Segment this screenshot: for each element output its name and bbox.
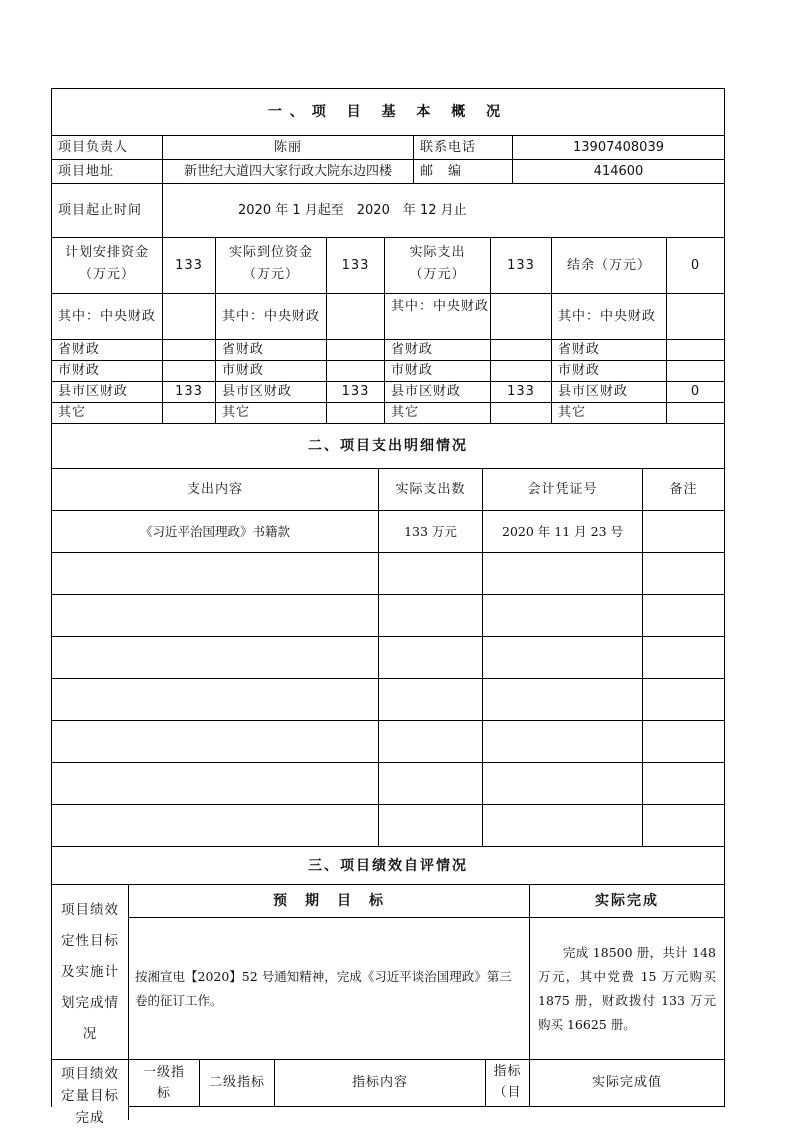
- empty-cell: [52, 637, 379, 679]
- section3-title: 三、项目绩效自评情况: [52, 847, 724, 885]
- period-value: 2020 年 1 月起至 2020 年 12 月止: [163, 184, 724, 238]
- empty-cell: [379, 679, 483, 721]
- empty-cell: [483, 553, 643, 595]
- source-label-d: 县市区财政: [552, 382, 667, 403]
- column-header-amount: 实际支出数: [379, 469, 483, 511]
- empty-cell: [483, 763, 643, 805]
- empty-cell: [483, 679, 643, 721]
- empty-cell: [52, 763, 379, 805]
- source-value-d: [667, 294, 724, 340]
- source-value-d: 0: [667, 382, 724, 403]
- source-value-c: 133: [491, 382, 552, 403]
- project-evaluation-form: [51, 88, 725, 1126]
- level2-indicator-header: 二级指标: [200, 1060, 275, 1107]
- period-label: 项目起止时间: [52, 184, 163, 238]
- source-value-d: [667, 340, 724, 361]
- empty-cell: [52, 553, 379, 595]
- planned-funds-label-line1: 计划安排资金: [64, 245, 149, 260]
- spent-funds-label: [385, 238, 491, 294]
- source-value-b: [327, 340, 385, 361]
- source-label-a: 省财政: [52, 340, 163, 361]
- section2-title: 二、项目支出明细情况: [52, 424, 724, 469]
- empty-cell: [643, 763, 724, 805]
- source-value-a: [163, 294, 216, 340]
- source-label-c: 其它: [385, 403, 491, 424]
- source-value-a: [163, 403, 216, 424]
- actual-value-header: 实际完成值: [530, 1060, 724, 1107]
- source-label-a: 市财政: [52, 361, 163, 382]
- balance-label: 结余（万元）: [552, 238, 667, 294]
- source-label-b: 市财政: [216, 361, 327, 382]
- empty-cell: [483, 595, 643, 637]
- postcode-label: 邮 编: [414, 160, 513, 184]
- actual-completion-text: 完成 18500 册，共计 148 万元，其中党费 15 万元购买 1875 册，财政拨付 133 万元购买 16625 册。: [530, 918, 724, 1060]
- address-label: 项目地址: [52, 160, 163, 184]
- source-label-c: 省财政: [385, 340, 491, 361]
- level1-indicator-header: 一级指标: [129, 1060, 200, 1107]
- source-label-d: 其它: [552, 403, 667, 424]
- planned-funds-label: [52, 238, 163, 294]
- address-value: 新世纪大道四大家行政大院东边四楼: [163, 160, 414, 184]
- empty-cell: [643, 553, 724, 595]
- source-value-b: 133: [327, 382, 385, 403]
- source-label-a: 其中：中央财政: [52, 294, 163, 340]
- balance-value: 0: [667, 238, 724, 294]
- empty-cell: [379, 763, 483, 805]
- phone-value: 13907408039: [513, 136, 724, 160]
- source-label-d: 其中：中央财政: [552, 294, 667, 340]
- empty-cell: [379, 805, 483, 847]
- source-label-c: 市财政: [385, 361, 491, 382]
- source-label-b: 省财政: [216, 340, 327, 361]
- expense-content: 《习近平治国理政》书籍款: [52, 511, 379, 553]
- source-value-d: [667, 403, 724, 424]
- source-value-b: [327, 294, 385, 340]
- column-header-content: 支出内容: [52, 469, 379, 511]
- source-value-a: 133: [163, 382, 216, 403]
- phone-label: 联系电话: [414, 136, 513, 160]
- expense-voucher: 2020 年 11 月 23 号: [483, 511, 643, 553]
- spent-funds-label-line1: 实际支出: [409, 245, 466, 260]
- column-header-voucher: 会计凭证号: [483, 469, 643, 511]
- source-value-c: [491, 340, 552, 361]
- source-label-a: 其它: [52, 403, 163, 424]
- empty-cell: [643, 637, 724, 679]
- empty-cell: [379, 553, 483, 595]
- empty-cell: [379, 721, 483, 763]
- source-label-a: 县市区财政: [52, 382, 163, 403]
- empty-cell: [52, 595, 379, 637]
- expense-amount: 133 万元: [379, 511, 483, 553]
- source-label-d: 省财政: [552, 340, 667, 361]
- source-label-b: 县市区财政: [216, 382, 327, 403]
- empty-cell: [643, 805, 724, 847]
- section1-title: 一、项 目 基 本 概 况: [52, 89, 724, 136]
- planned-funds-label-line2: （万元）: [78, 267, 135, 282]
- spent-funds-label-line2: （万元）: [409, 267, 466, 282]
- indicator-content-header: 指标内容: [275, 1060, 486, 1107]
- qualitative-goals-label: 项目绩效定性目标及实施计划完成情况: [52, 885, 129, 1060]
- empty-cell: [483, 637, 643, 679]
- empty-cell: [483, 805, 643, 847]
- empty-cell: [379, 595, 483, 637]
- expense-note: [643, 511, 724, 553]
- empty-cell: [643, 721, 724, 763]
- planned-funds-value: 133: [163, 238, 216, 294]
- postcode-value: 414600: [513, 160, 724, 184]
- received-funds-label: [216, 238, 327, 294]
- received-funds-label-line2: （万元）: [242, 267, 299, 282]
- empty-cell: [52, 679, 379, 721]
- source-value-b: [327, 403, 385, 424]
- quantitative-goals-label: 项目绩效定量目标完成: [52, 1060, 129, 1120]
- empty-cell: [379, 637, 483, 679]
- leader-label: 项目负责人: [52, 136, 163, 160]
- empty-cell: [643, 679, 724, 721]
- source-label-c: 其中：中央财政: [385, 294, 491, 340]
- empty-cell: [52, 721, 379, 763]
- source-label-b: 其中：中央财政: [216, 294, 327, 340]
- empty-cell: [643, 595, 724, 637]
- source-value-c: [491, 294, 552, 340]
- source-label-b: 其它: [216, 403, 327, 424]
- actual-completion-header: 实际完成: [530, 885, 724, 918]
- received-funds-label-line1: 实际到位资金: [228, 245, 313, 260]
- source-label-c: 县市区财政: [385, 382, 491, 403]
- expected-goals-header: 预 期 目 标: [129, 885, 530, 918]
- spent-funds-value: 133: [491, 238, 552, 294]
- source-label-d: 市财政: [552, 361, 667, 382]
- source-value-c: [491, 403, 552, 424]
- column-header-note: 备注: [643, 469, 724, 511]
- received-funds-value: 133: [327, 238, 385, 294]
- empty-cell: [52, 805, 379, 847]
- source-value-a: [163, 340, 216, 361]
- empty-cell: [483, 721, 643, 763]
- indicator-target-header: 指标（目: [486, 1060, 530, 1107]
- expected-goals-text: 按湘宣电【2020】52 号通知精神，完成《习近平谈治国理政》第三卷的征订工作。: [129, 918, 530, 1060]
- leader-value: 陈丽: [163, 136, 414, 160]
